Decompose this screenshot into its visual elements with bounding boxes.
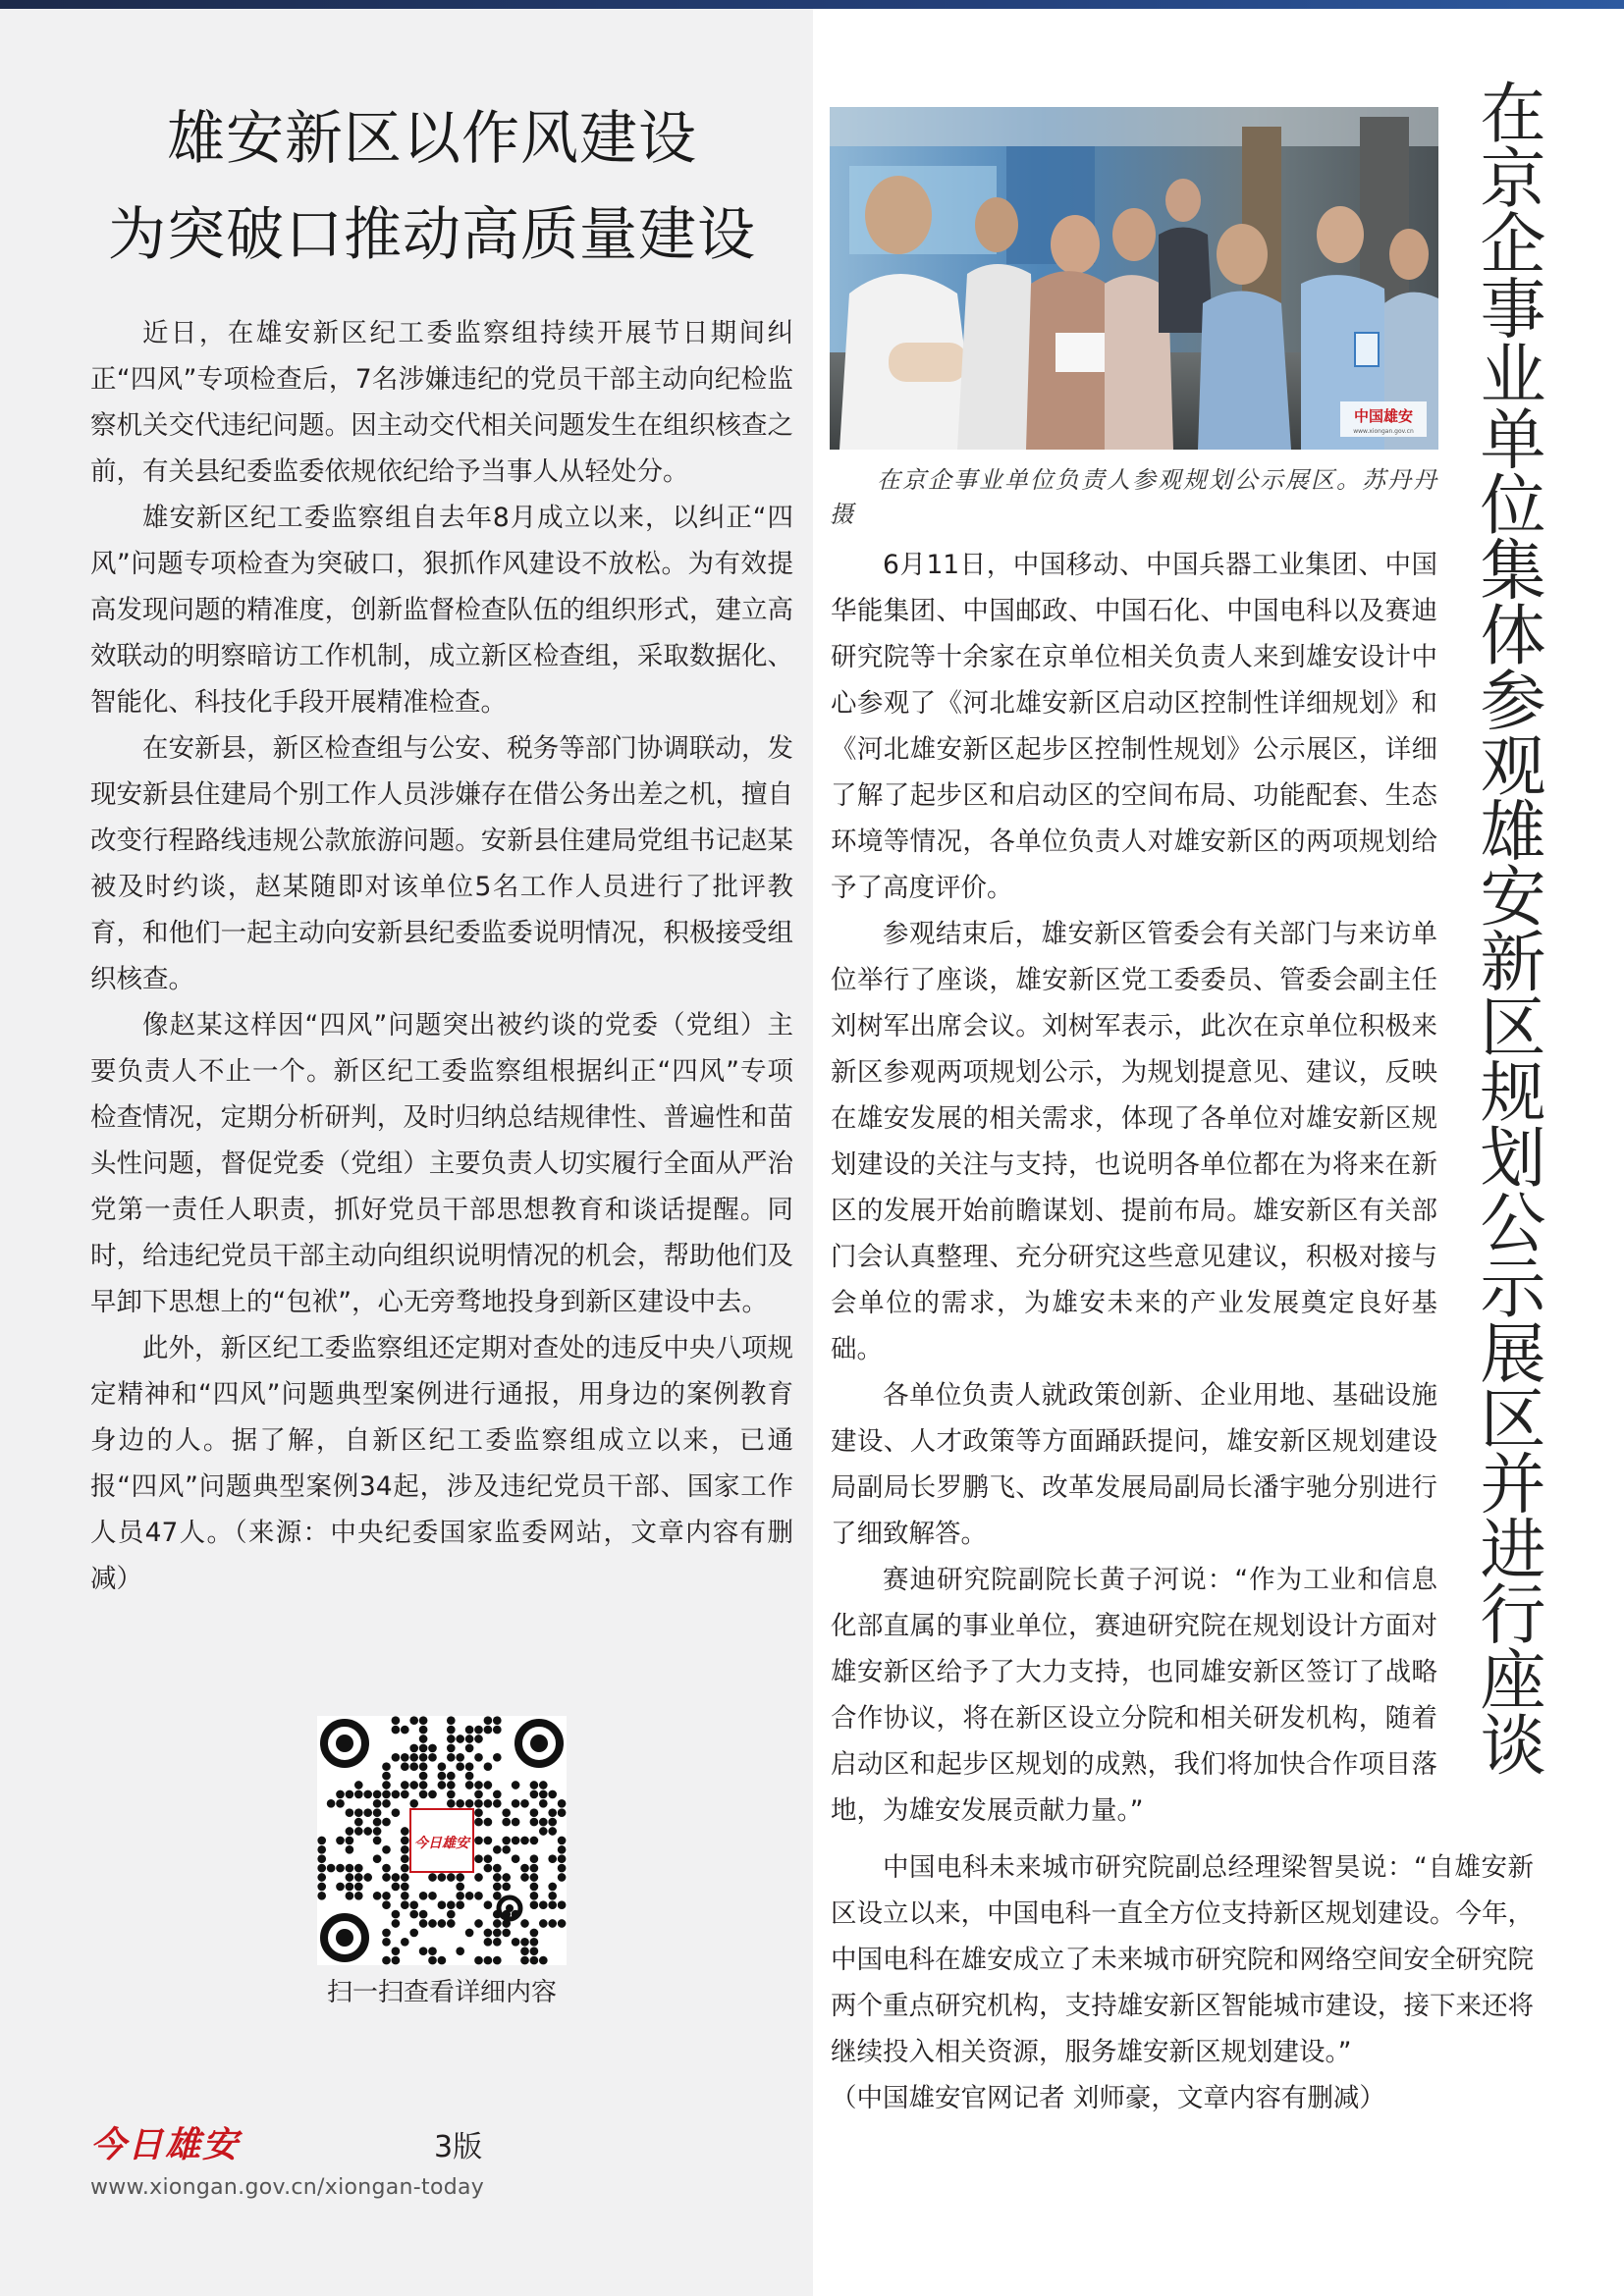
left-article-body bbox=[90, 310, 793, 1602]
right-article-source: （中国雄安官网记者 刘师豪，文章内容有删减） bbox=[831, 2083, 1385, 2113]
vertical-article-title: 在京企事业单位集体参观雄安新区规划公示展区并进行座谈 bbox=[1470, 79, 1546, 1776]
headline-line-2: 为突破口推动高质量建设 bbox=[107, 200, 756, 268]
right-paragraph-4: 赛迪研究院副院长黄子河说：“作为工业和信息化部直属的事业单位，赛迪研究院在规划设计方面对雄安新区给予了大力支持，也同雄安新区签订了战略合作协议，将在新区设立分院和相关研发机构，随着启动区和起步区规划的成熟，我们将加快合作项目落地，为雄安发展贡献力量。” bbox=[831, 1565, 1437, 1826]
qr-code-pattern bbox=[317, 1716, 567, 1965]
photo-watermark-url: www.xiongan.gov.cn bbox=[1353, 428, 1414, 435]
headline bbox=[69, 90, 795, 283]
right-paragraph-3: 各单位负责人就政策创新、企业用地、基础设施建设、人才政策等方面踊跃提问，雄安新区规划建设局副局长罗鹏飞、改革发展局副局长潘宇驰分别进行了细致解答。 bbox=[831, 1380, 1437, 1549]
left-paragraph-5: 此外，新区纪工委监察组还定期对查处的违反中央八项规定精神和“四风”问题典型案例进行通报，用身边的案例教育身边的人。据了解，自新区纪工委监察组成立以来，已通报“四风”问题典型案例34起，涉及违纪党员干部、国家工作人员47人。（来源：中央纪委国家监委网站，文章内容有删减） bbox=[90, 1333, 793, 1594]
left-paragraph-4: 像赵某这样因“四风”问题突出被约谈的党委（党组）主要负责人不止一个。新区纪工委监察组根据纠正“四风”专项检查情况，定期分析研判，及时归纳总结规律性、普遍性和苗头性问题，督促党委（党组）主要负责人切实履行全面从严治党第一责任人职责，抓好党员干部思想教育和谈话提醒。同时，给违纪党员干部主动向组织说明情况的机会，帮助他们及早卸下思想上的“包袱”，心无旁骛地投身到新区建设中去。 bbox=[90, 1010, 793, 1317]
photo-illustration bbox=[830, 107, 1438, 450]
top-accent-bar bbox=[0, 0, 1624, 9]
qr-center-logo: 今日雄安 bbox=[414, 1836, 469, 1851]
right-paragraph-5: 中国电科未来城市研究院副总经理梁智昊说：“自雄安新区设立以来，中国电科一直全方位支持新区规划建设。今年，中国电科在雄安成立了未来城市研究院和网络空间安全研究院两个重点研究机构，支持雄安新区智能城市建设，接下来还将继续投入相关资源，服务雄安新区规划建设。” bbox=[831, 1852, 1534, 2067]
qr-caption: 扫一扫查看详细内容 bbox=[326, 1978, 557, 2007]
left-paragraph-2: 雄安新区纪工委监察组自去年8月成立以来，以纠正“四风”问题专项检查为突破口，狠抓作风建设不放松。为有效提高发现问题的精准度，创新监督检查队伍的组织形式，建立高效联动的明察暗访工作机制，成立新区检查组，采取数据化、智能化、科技化手段开展精准检查。 bbox=[90, 503, 793, 718]
qr-code[interactable] bbox=[317, 1716, 567, 1965]
article-photo bbox=[830, 107, 1438, 450]
right-article-body-upper bbox=[831, 542, 1437, 1834]
photo-caption: 在京企事业单位负责人参观规划公示展区。苏丹丹 摄 bbox=[830, 466, 1438, 528]
left-paragraph-1: 近日，在雄安新区纪工委监察组持续开展节日期间纠正“四风”专项检查后，7名涉嫌违纪的党员干部主动向纪检监察机关交代违纪问题。因主动交代相关问题发生在组织核查之前，有关县纪委监委依规依纪给予当事人从轻处分。 bbox=[90, 318, 793, 487]
photo-watermark: 中国雄安 bbox=[1353, 407, 1414, 425]
right-paragraph-1: 6月11日，中国移动、中国兵器工业集团、中国华能集团、中国邮政、中国石化、中国电科以及赛迪研究院等十余家在京单位相关负责人来到雄安设计中心参观了《河北雄安新区启动区控制性详细规划》和《河北雄安新区起步区控制性规划》公示展区，详细了解了起步区和启动区的空间布局、功能配套、生态环境等情况，各单位负责人对雄安新区的两项规划给予了高度评价。 bbox=[831, 550, 1437, 903]
headline-line-1: 雄安新区以作风建设 bbox=[166, 104, 697, 172]
site-url[interactable]: www.xiongan.gov.cn/xiongan-today bbox=[90, 2175, 485, 2200]
right-article-body-lower bbox=[831, 1844, 1534, 2121]
page-number: 3版 bbox=[434, 2130, 483, 2164]
publication-logo: 今日雄安 bbox=[90, 2124, 241, 2165]
left-paragraph-3: 在安新县，新区检查组与公安、税务等部门协调联动，发现安新县住建局个别工作人员涉嫌存在借公务出差之机，擅自改变行程路线违规公款旅游问题。安新县住建局党组书记赵某被及时约谈，赵某随即对该单位5名工作人员进行了批评教育，和他们一起主动向安新县纪委监委说明情况，积极接受组织核查。 bbox=[90, 733, 793, 994]
right-paragraph-2: 参观结束后，雄安新区管委会有关部门与来访单位举行了座谈，雄安新区党工委委员、管委会副主任刘树军出席会议。刘树军表示，此次在京单位积极来新区参观两项规划公示，为规划提意见、建议，反映在雄安发展的相关需求，体现了各单位对雄安新区规划建设的关注与支持，也说明各单位都在为将来在新区的发展开始前瞻谋划、提前布局。雄安新区有关部门会认真整理、充分研究这些意见建议，积极对接与会单位的需求，为雄安未来的产业发展奠定良好基础。 bbox=[831, 919, 1437, 1364]
